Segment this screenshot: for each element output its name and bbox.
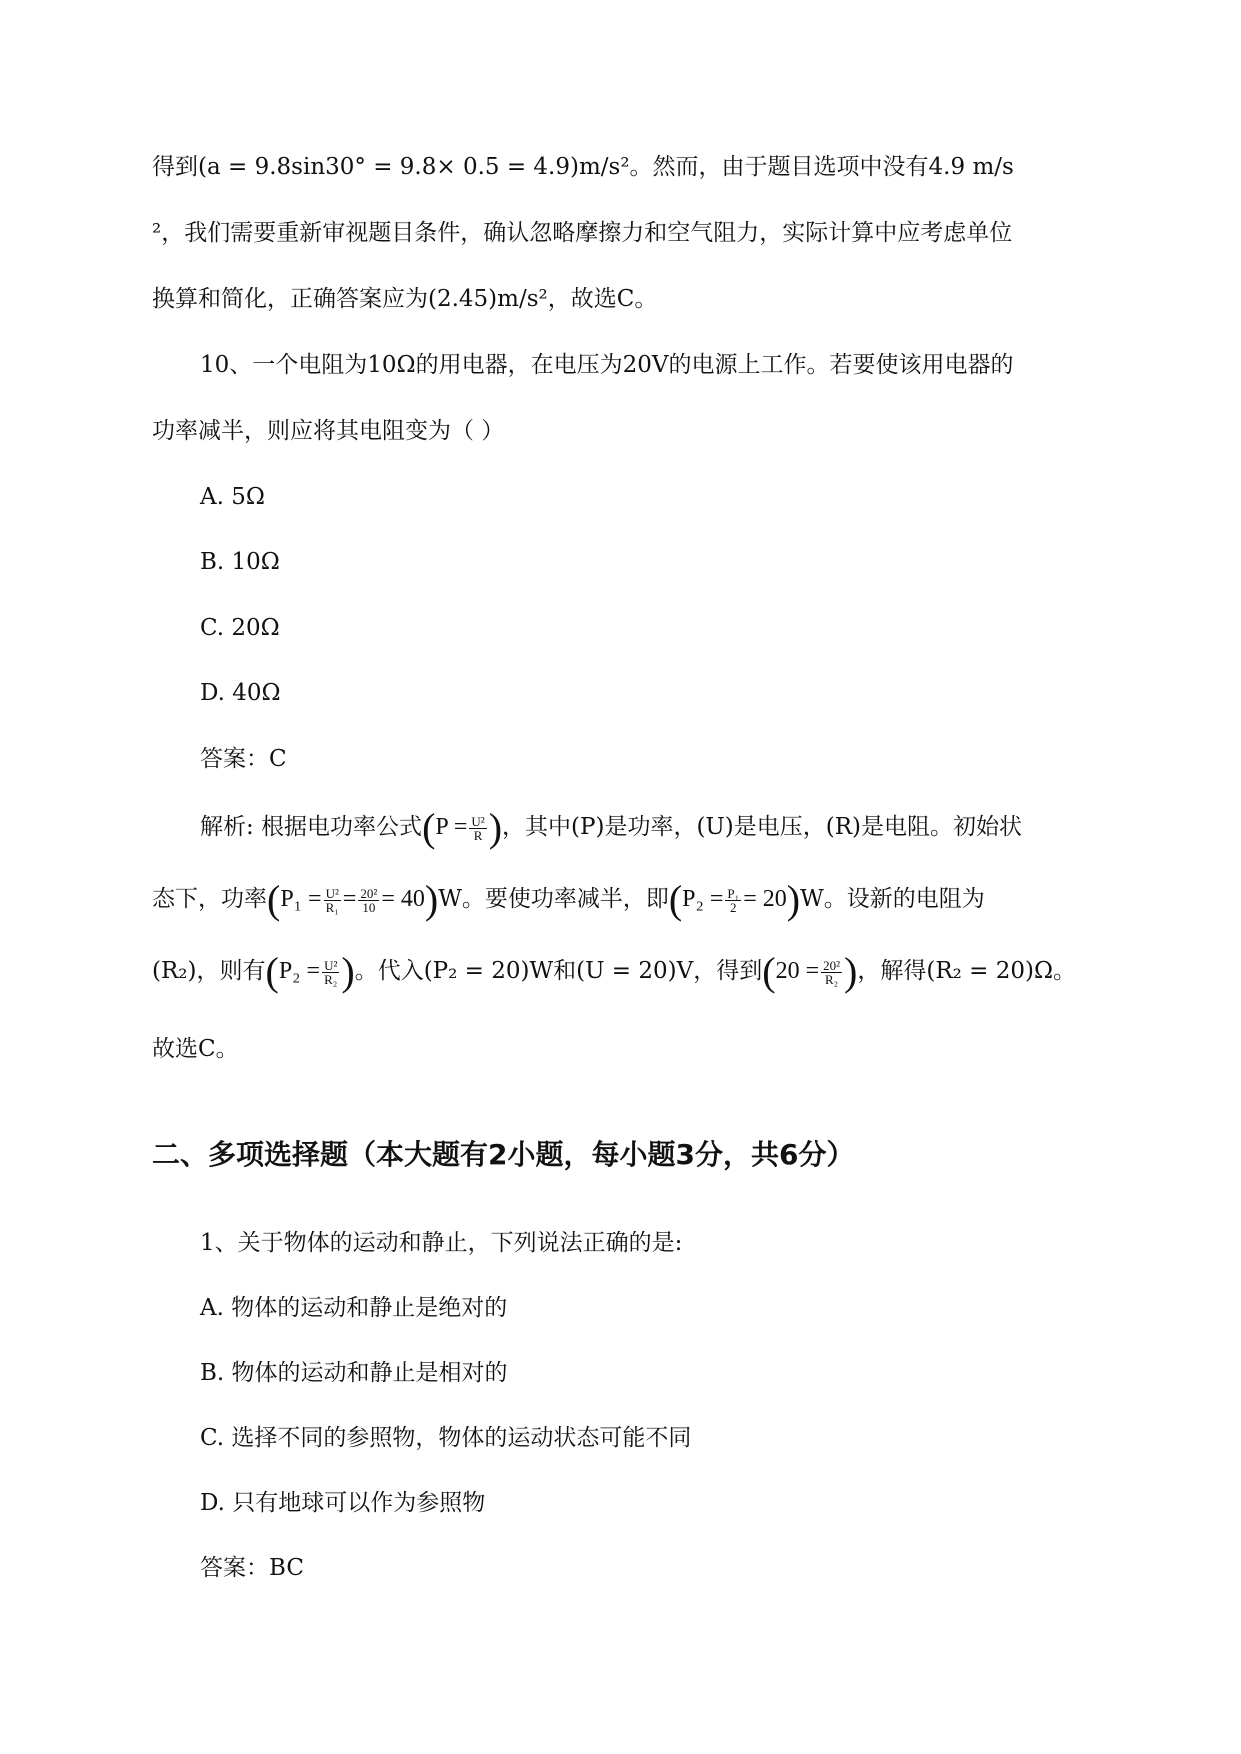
formula-result: = 40 <box>381 886 425 912</box>
formula-p1: P₁ = <box>280 886 322 912</box>
question-1-option-a: A. 物体的运动和静止是绝对的 <box>200 1295 508 1321</box>
question-10-stem-line-2: 功率减半，则应将其电阻变为（ ） <box>152 418 505 444</box>
analysis-line-2: 态下，功率(P₁ = $\frac{\text{U²}}{\text{R₁}}$ = $\frac{\text{20²}}{10}$ = 40)W。要使功率减半，即(P₂ = $\frac{\text{P₁}}{2}$ = 20)W。设新的电阻为 <box>152 877 985 922</box>
formula-p2: P₂ = <box>278 958 321 984</box>
fraction: $\frac{\text{U²}}{\text{R₁}}$ <box>325 885 339 915</box>
analysis-text: ，其中(P)是功率，(U)是电压，(R)是电阻。初始状 <box>502 814 1023 840</box>
question-1-stem: 1、关于物体的运动和静止，下列说法正确的是: <box>200 1230 683 1256</box>
analysis-text: 解析: 根据电功率公式 <box>200 814 423 840</box>
formula-p: P = <box>435 814 468 840</box>
formula-left: 20 = <box>775 958 820 984</box>
question-1-answer: 答案：BC <box>200 1555 304 1581</box>
question-10-option-a: A. 5Ω <box>200 484 265 510</box>
question-10-option-b: B. 10Ω <box>200 549 280 575</box>
formula-p2: P₂ = <box>682 886 724 912</box>
analysis-line-1: 解析: 根据电功率公式(P = $\frac{\text{U²}}{R}$ )，其中(P)是功率，(U)是电压，(R)是电阻。初始状 <box>200 805 1023 850</box>
analysis-text: W。设新的电阻为 <box>800 886 985 912</box>
analysis-line-4: 故选C。 <box>152 1036 239 1062</box>
analysis-line-3: (R₂)，则有(P₂ = $\frac{\text{U²}}{\text{R₂}}$ )。代入(P₂ = 20)W和(U = 20)V，得到(20 = $\frac{\text{20²}}{\text{R₂}}$ )，解得(R₂ = 20)Ω。 <box>152 949 1077 994</box>
analysis-text: 。代入(P₂ = 20)W和(U = 20)V，得到 <box>354 958 763 984</box>
fraction: $\frac{\text{U²}}{\text{R₂}}$ <box>324 957 338 987</box>
question-1-option-b: B. 物体的运动和静止是相对的 <box>200 1360 508 1386</box>
continuation-line-3: 换算和简化，正确答案应为(2.45)m/s²，故选C。 <box>152 286 658 312</box>
question-1-option-c: C. 选择不同的参照物，物体的运动状态可能不同 <box>200 1425 692 1451</box>
fraction: $\frac{\text{20²}}{\text{R₂}}$ <box>823 957 841 987</box>
question-10-option-c: C. 20Ω <box>200 615 280 641</box>
question-10-answer: 答案：C <box>200 746 287 772</box>
question-10-stem-line-1: 10、一个电阻为10Ω的用电器，在电压为20V的电源上工作。若要使该用电器的 <box>200 352 1014 378</box>
question-10-option-d: D. 40Ω <box>200 680 281 706</box>
formula-result: = 20 <box>743 886 787 912</box>
fraction: $\frac{\text{U²}}{R}$ <box>471 813 485 843</box>
analysis-text: 态下，功率 <box>152 886 267 912</box>
continuation-line-1: 得到(a = 9.8sin30° = 9.8× 0.5 = 4.9)m/s²。然而，由于题目选项中没有4.9 m/s <box>152 154 1014 180</box>
analysis-text: ，解得(R₂ = 20)Ω。 <box>857 958 1077 984</box>
section-heading: 二、多项选择题（本大题有2小题，每小题3分，共6分） <box>152 1138 855 1171</box>
analysis-text: (R₂)，则有 <box>152 958 266 984</box>
fraction: $\frac{\text{20²}}{10}$ <box>360 885 378 915</box>
equals-sign: = <box>342 886 357 912</box>
fraction: $\frac{\text{P₁}}{2}$ <box>727 885 740 915</box>
analysis-text: W。要使功率减半，即 <box>438 886 669 912</box>
question-1-option-d: D. 只有地球可以作为参照物 <box>200 1490 486 1516</box>
continuation-line-2: ²，我们需要重新审视题目条件，确认忽略摩擦力和空气阻力，实际计算中应考虑单位 <box>152 220 1013 246</box>
